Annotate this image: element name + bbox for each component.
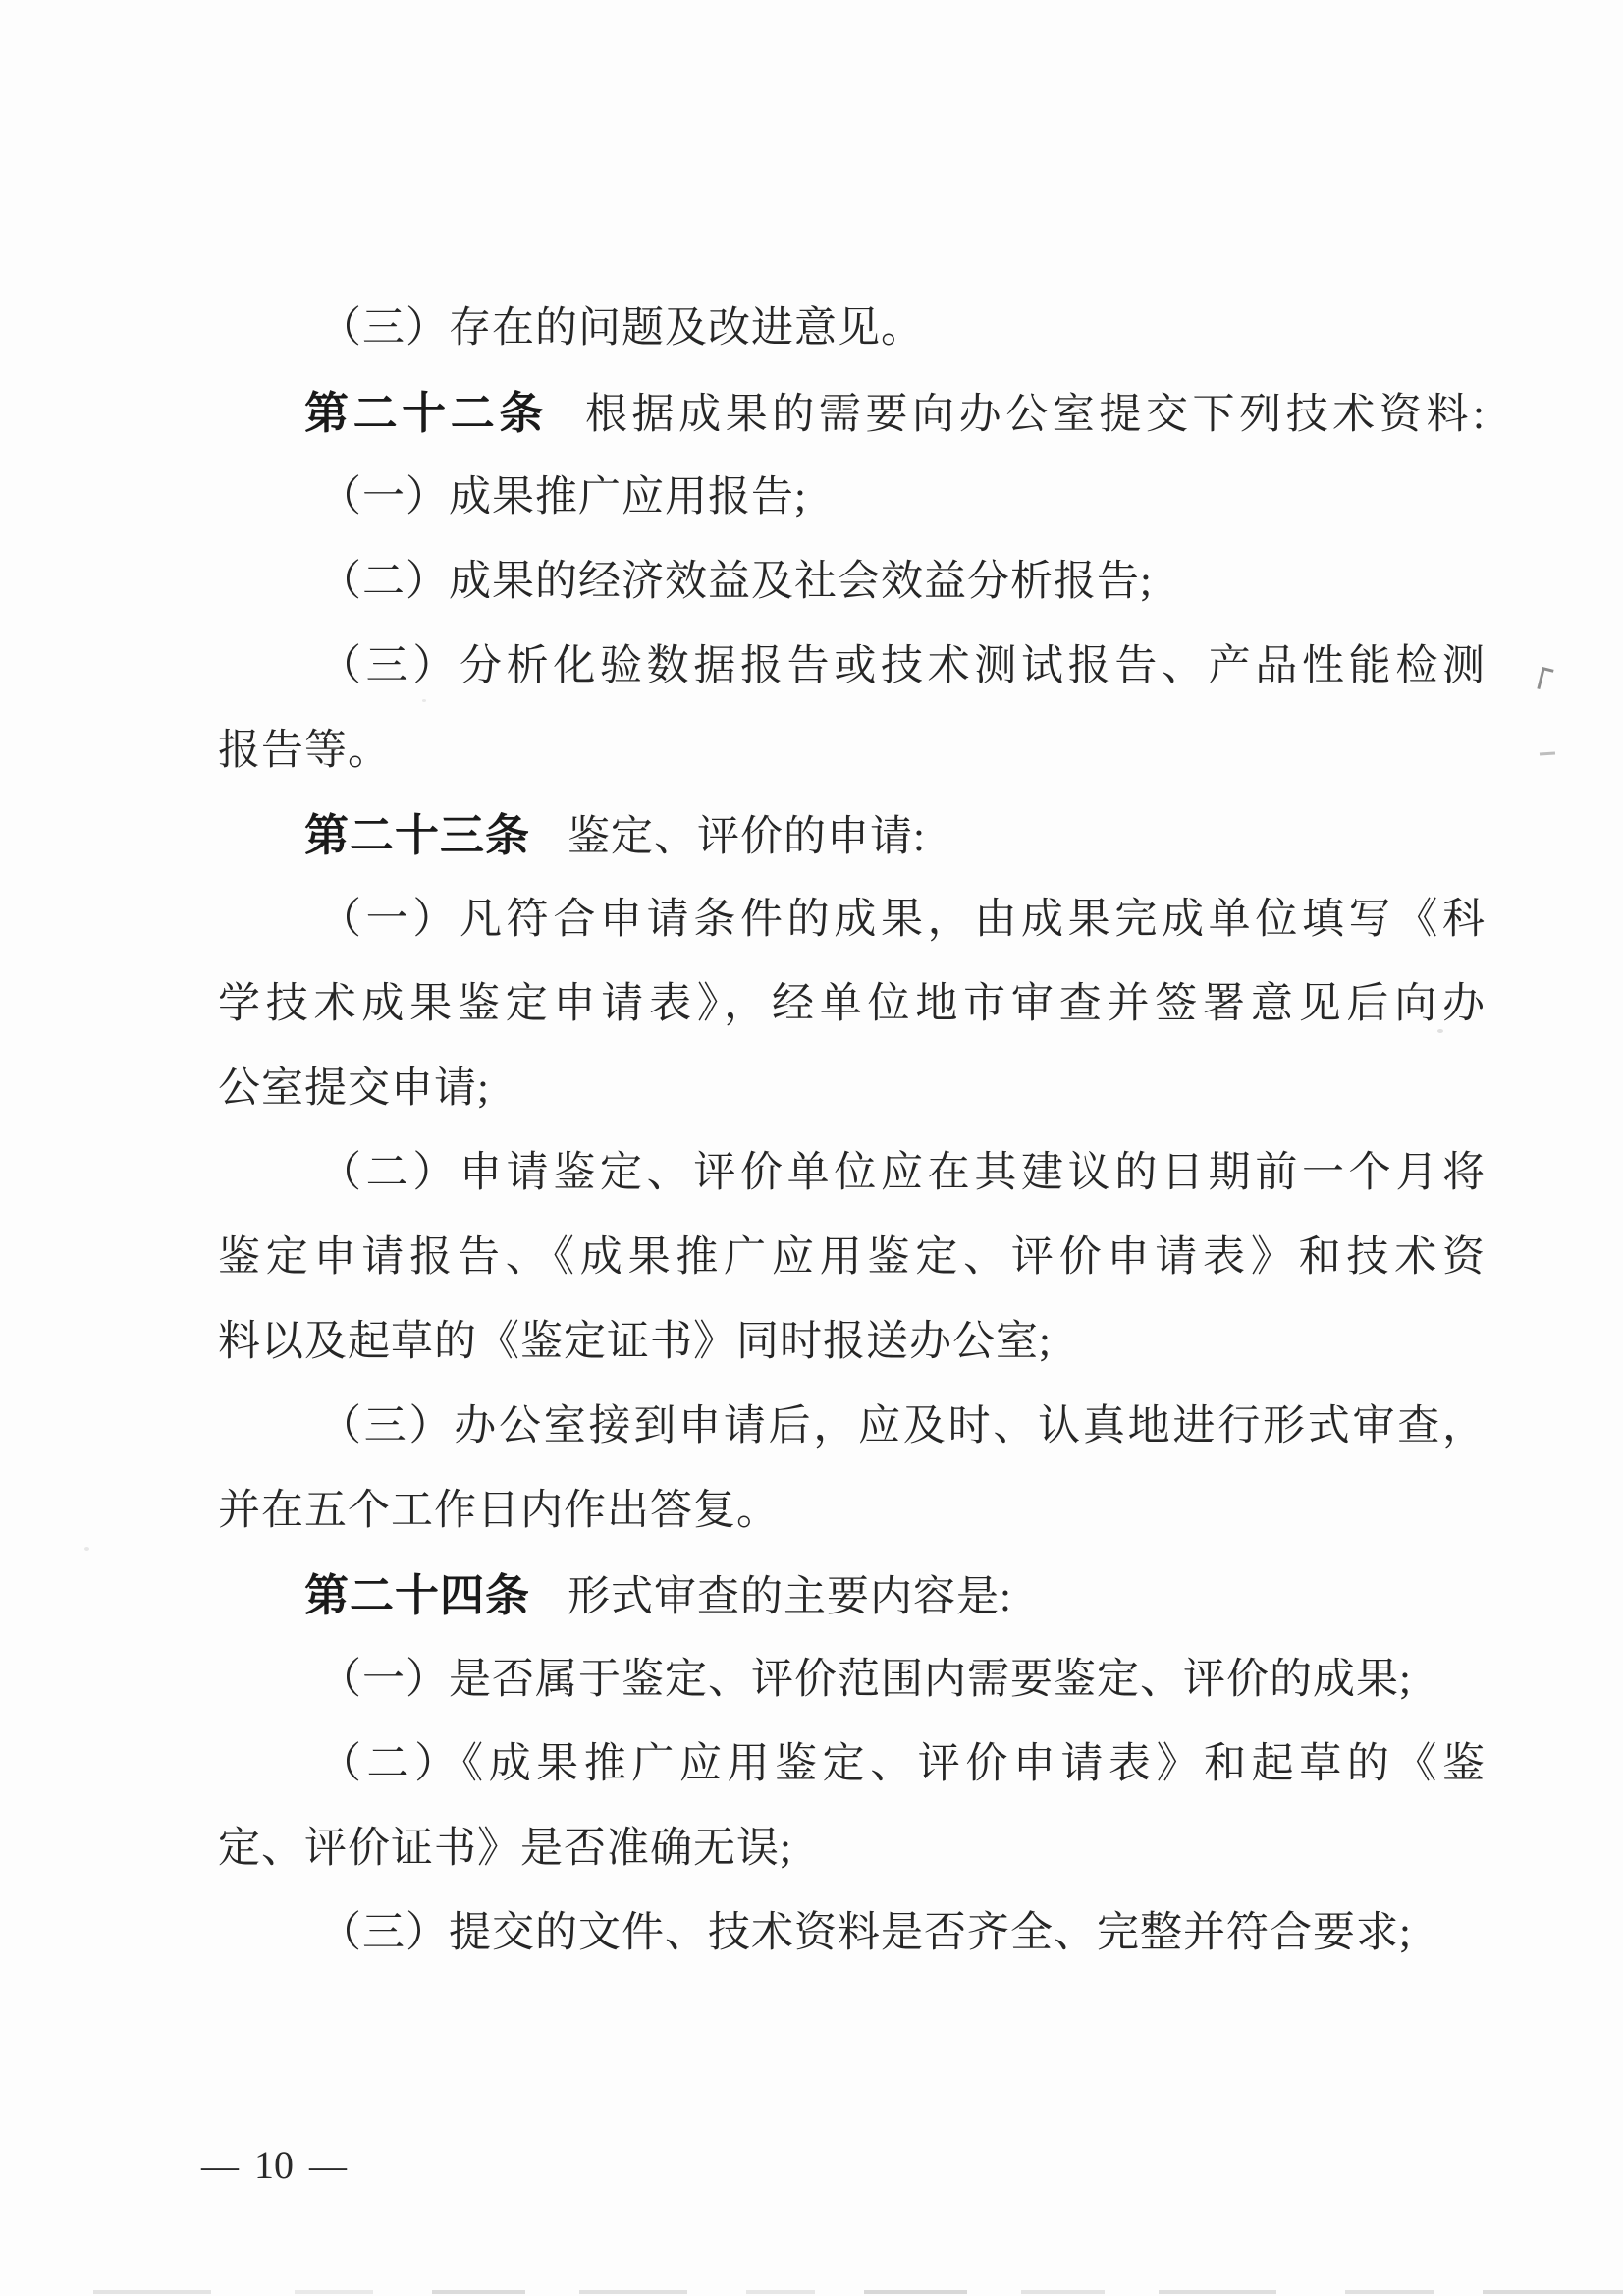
text-line bbox=[218, 878, 1486, 962]
line-text: 根据成果的需要向办公室提交下列技术资料: bbox=[584, 392, 1486, 438]
page-footer bbox=[201, 2131, 347, 2200]
text-line bbox=[218, 1300, 1486, 1385]
line-text: 定、评价证书》是否准确无误; bbox=[218, 1826, 792, 1872]
line-text: 报告等。 bbox=[218, 728, 391, 774]
line-text: 料以及起草的《鉴定证书》同时报送办公室; bbox=[218, 1319, 1052, 1365]
text-line bbox=[218, 1385, 1486, 1469]
line-text: （三）分析化验数据报告或技术测试报告、产品性能检测 bbox=[319, 643, 1486, 689]
text-line bbox=[218, 1891, 1486, 1976]
text-line bbox=[218, 456, 1486, 540]
text-line bbox=[218, 962, 1486, 1047]
text-line bbox=[218, 1469, 1486, 1554]
text-line bbox=[218, 1554, 1486, 1638]
line-text: （二）申请鉴定、评价单位应在其建议的日期前一个月将 bbox=[319, 1150, 1486, 1196]
line-text: 鉴定申请报告、《成果推广应用鉴定、评价申请表》和技术资 bbox=[218, 1234, 1486, 1281]
text-line bbox=[218, 1047, 1486, 1131]
line-text: （三）提交的文件、技术资料是否齐全、完整并符合要求; bbox=[319, 1910, 1412, 1956]
page-number: 10 bbox=[254, 2143, 294, 2187]
text-line bbox=[218, 1638, 1486, 1722]
text-line bbox=[218, 1216, 1486, 1300]
text-line bbox=[218, 287, 1486, 371]
line-text: （三）存在的问题及改进意见。 bbox=[319, 305, 924, 352]
line-text: 学技术成果鉴定申请表》，经单位地市审查并签署意见后向办 bbox=[218, 981, 1486, 1027]
footer-right-dash: — bbox=[309, 2146, 347, 2187]
line-text: （一）凡符合申请条件的成果，由成果完成单位填写《科 bbox=[319, 897, 1486, 943]
text-line bbox=[218, 371, 1486, 456]
line-text: （一）成果推广应用报告; bbox=[319, 474, 807, 520]
line-text: （二）成果的经济效益及社会效益分析报告; bbox=[319, 559, 1153, 605]
text-line bbox=[218, 1722, 1486, 1807]
line-text: 并在五个工作日内作出答复。 bbox=[218, 1488, 780, 1534]
line-text: 鉴定、评价的申请: bbox=[568, 814, 926, 860]
text-line bbox=[218, 1807, 1486, 1891]
line-text: （一）是否属于鉴定、评价范围内需要鉴定、评价的成果; bbox=[319, 1657, 1412, 1703]
article-number: 第二十二条 bbox=[304, 389, 548, 438]
text-line bbox=[218, 1131, 1486, 1216]
line-text: 形式审查的主要内容是: bbox=[568, 1574, 1012, 1620]
scan-edge-artifact bbox=[0, 2288, 1623, 2296]
line-text: （二）《成果推广应用鉴定、评价申请表》和起草的《鉴 bbox=[319, 1741, 1486, 1787]
text-line bbox=[218, 625, 1486, 709]
line-text: （三）办公室接到申请后，应及时、认真地进行形式审查， bbox=[319, 1403, 1486, 1449]
text-line bbox=[218, 793, 1486, 878]
footer-left-dash: — bbox=[201, 2146, 239, 2187]
article-number: 第二十四条 bbox=[304, 1571, 531, 1620]
line-text: 公室提交申请; bbox=[218, 1066, 490, 1112]
text-line bbox=[218, 709, 1486, 793]
article-number: 第二十三条 bbox=[304, 811, 531, 860]
text-line bbox=[218, 540, 1486, 625]
